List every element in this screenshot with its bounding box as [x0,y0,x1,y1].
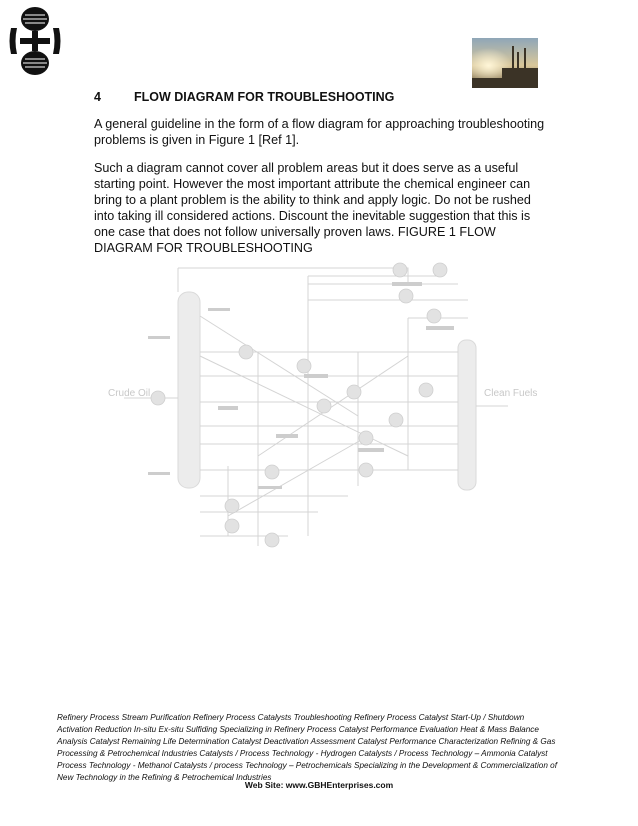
troubleshooting-flow-diagram [108,256,538,566]
intro-paragraph: A general guideline in the form of a flow diagram for approaching troubleshooting problems is given in Figure 1 [Ref 1]. [94,117,545,147]
section-heading [94,90,574,104]
diagram-output-label: Clean Fuels [484,388,538,399]
section-number: 4 [94,90,101,104]
refinery-photo [472,38,538,88]
section-title: FLOW DIAGRAM FOR TROUBLESHOOTING [134,90,395,104]
company-logo [8,4,62,78]
footer-services-text: Refinery Process Stream Purification Refinery Process Catalysts Troubleshooting Refinery Process Catalyst Start-Up / Shutdown Activation Reduction In-situ Ex-situ Sulfiding Specializing in Refinery Process Catalyst Performance Evaluation Heat & Mass Balance Analysis Catalyst Remaining Life Determination Catalyst Deactivation Assessment Catalyst Performance Characterization Refining & Gas Processing & Petrochemical Industries Catalysts / Process Technology - Hydrogen Catalysts / Process Technology – Ammonia Catalyst Process Technology - Methanol Catalysts / process Technology – Petrochemicals Specializing in the Development & Commercialization of New Technology in the Refining & Petrochemical Industries [57,713,557,782]
body-paragraph: Such a diagram cannot cover all problem areas but it does serve as a useful starting point. However the most important attribute the chemical engineer can bring to a plant problem is the ability to think and apply logic. Do not be rushed into taking ill considered actions. Discount the inevitable suggestion that this is one case that does not follow universally proven laws. FIGURE 1 FLOW DIAGRAM FOR TROUBLESHOOTING [94,161,531,255]
diagram-input-label: Crude Oil [108,388,151,399]
footer-website: Web Site: www.GBHEnterprises.com [244,780,394,790]
